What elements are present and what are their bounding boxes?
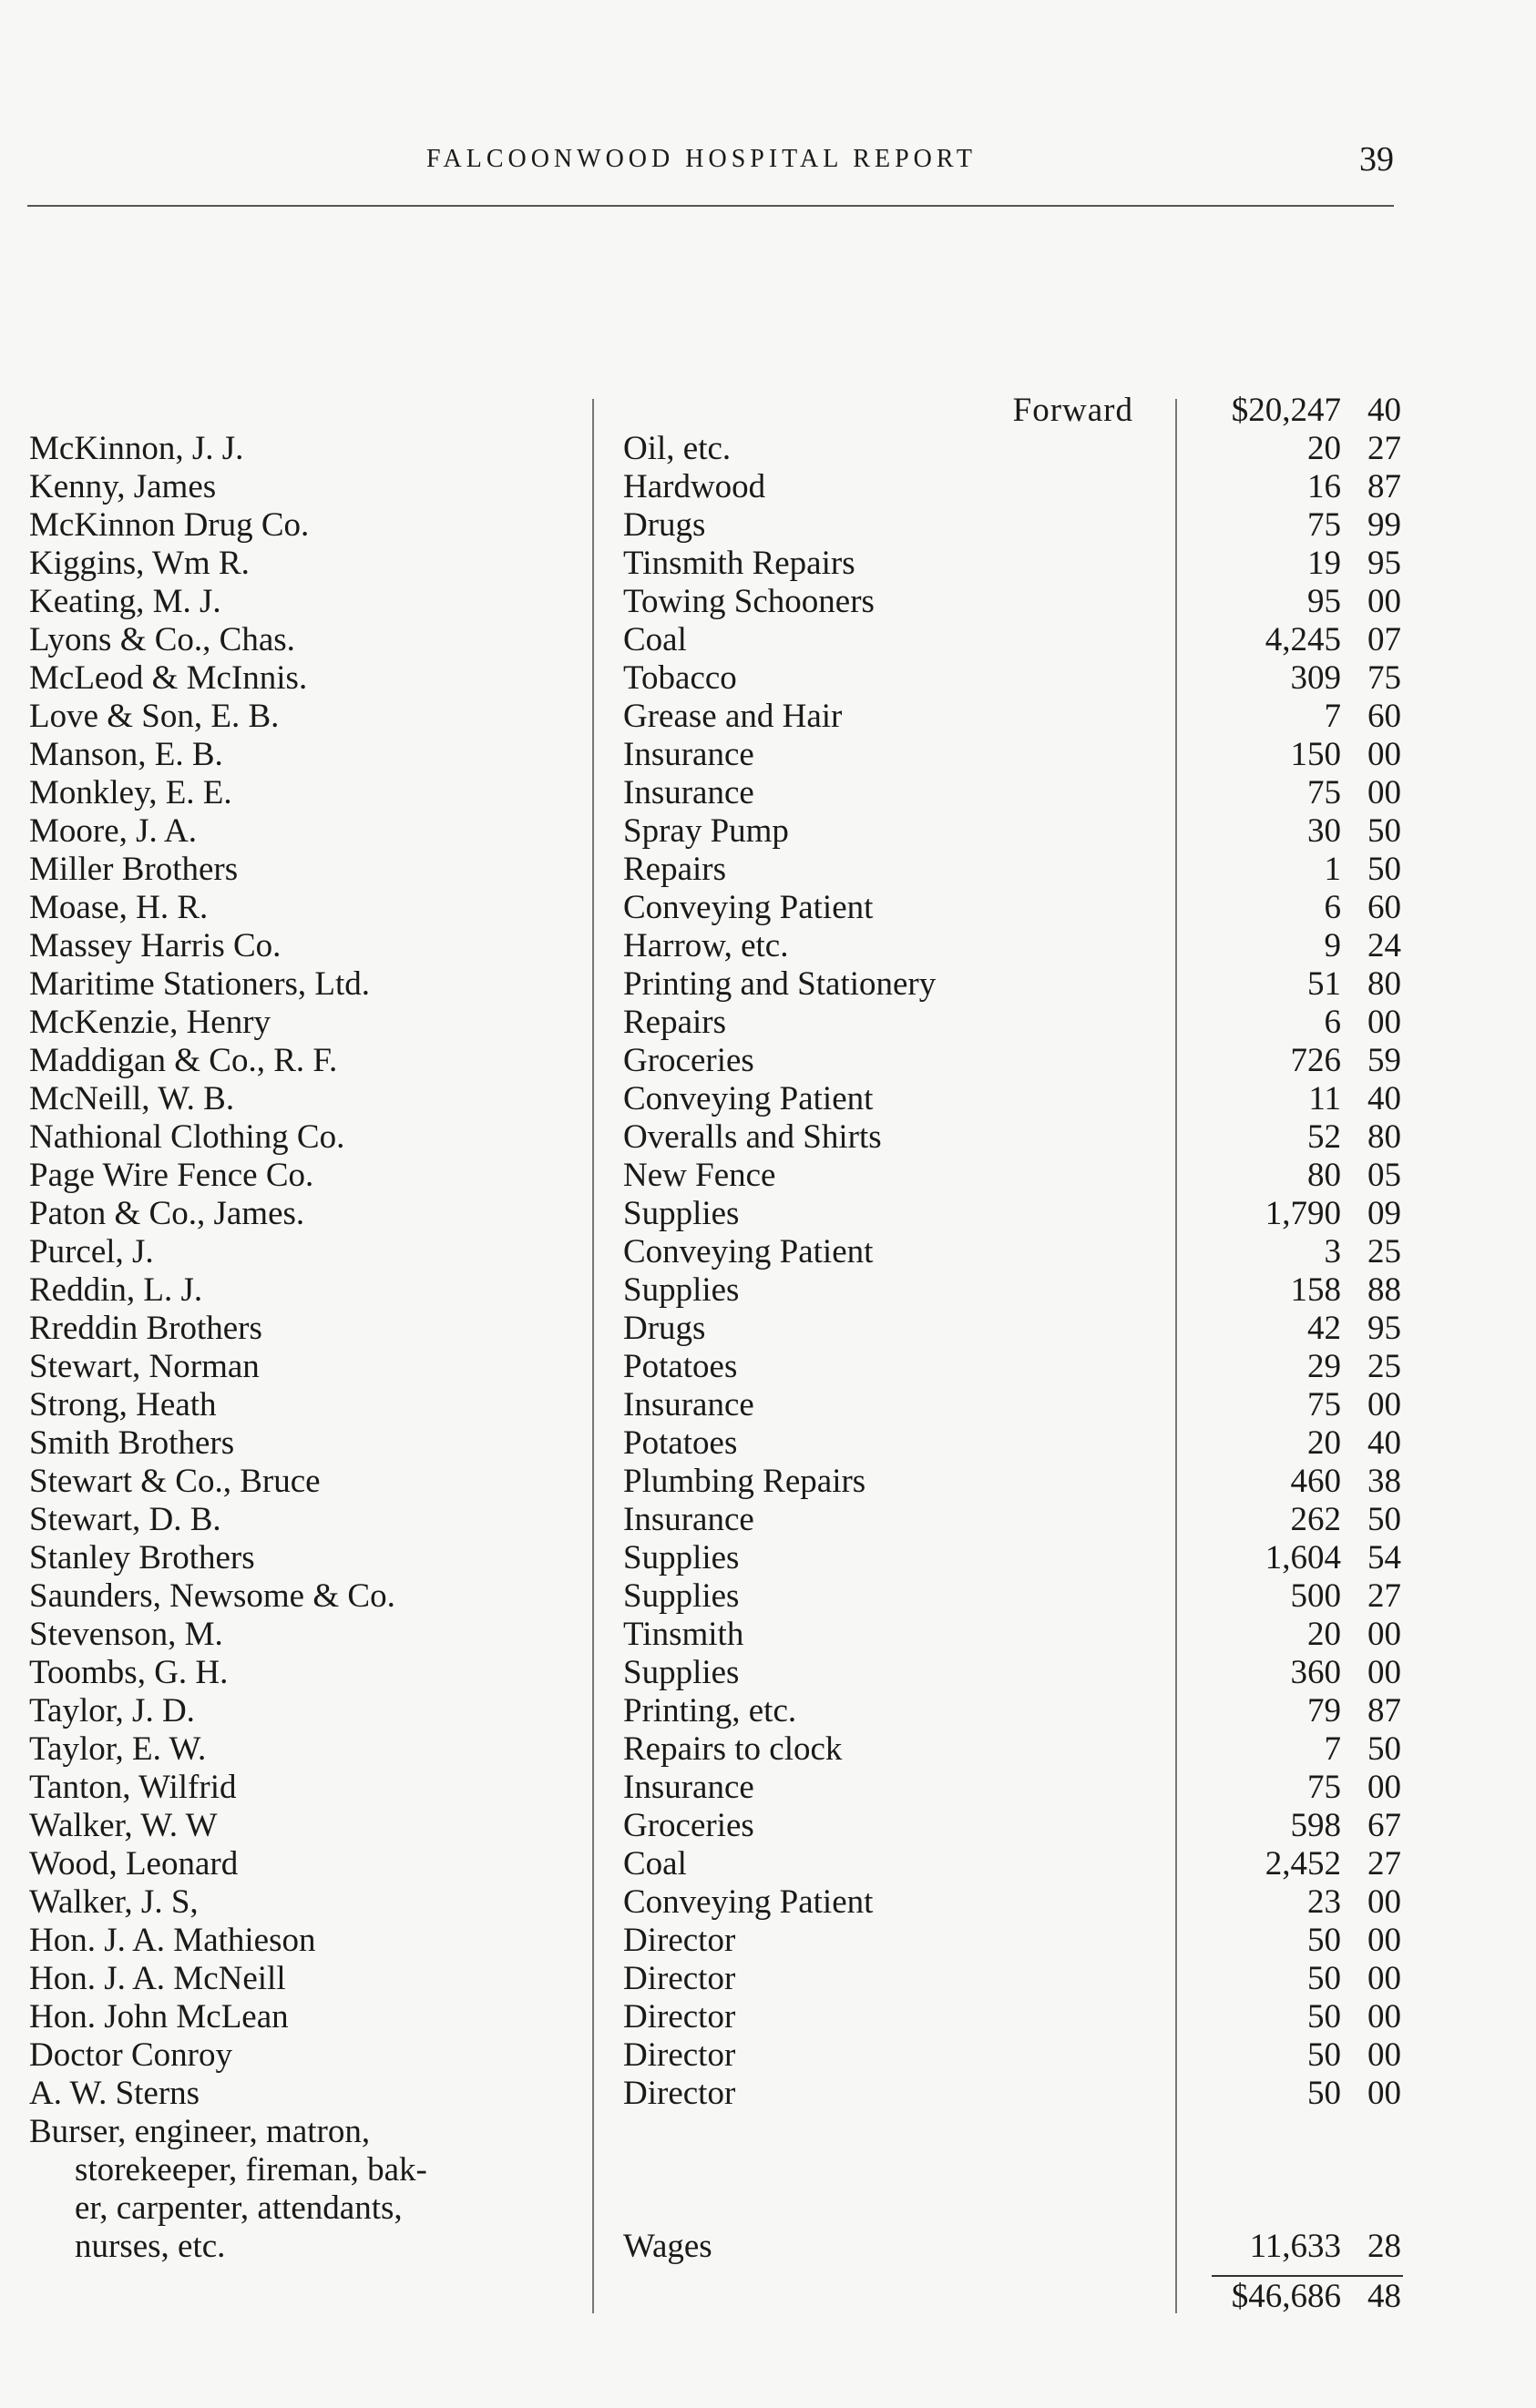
row-payee: Kenny, James <box>29 468 217 505</box>
row-dollars: 2,452 <box>1265 1845 1341 1883</box>
row-cents: 00 <box>1367 1654 1401 1691</box>
ledger-row <box>0 1386 1536 1424</box>
row-item: Oil, etc. <box>623 430 732 467</box>
header-rule <box>27 205 1394 207</box>
row-item: Printing and Stationery <box>623 965 937 1003</box>
row-cents: 95 <box>1367 545 1401 582</box>
row-payee: Rreddin Brothers <box>29 1310 262 1347</box>
row-item: Insurance <box>623 1386 754 1423</box>
ledger-row <box>0 2075 1536 2113</box>
row-payee: McKinnon Drug Co. <box>29 506 310 544</box>
wages-item: Wages <box>623 2228 712 2265</box>
row-item: Insurance <box>623 774 754 811</box>
row-payee: Nathional Clothing Co. <box>29 1118 345 1156</box>
row-cents: 88 <box>1367 1271 1401 1309</box>
ledger-row <box>0 2036 1536 2075</box>
row-dollars: 19 <box>1307 545 1341 582</box>
row-item: Grease and Hair <box>623 698 843 735</box>
row-item: Drugs <box>623 506 706 544</box>
row-cents: 99 <box>1367 506 1401 544</box>
row-cents: 00 <box>1367 1883 1401 1921</box>
row-item: Towing Schooners <box>623 583 875 620</box>
row-dollars: 4,245 <box>1265 621 1341 658</box>
ledger-row <box>0 1271 1536 1310</box>
ledger-row <box>0 621 1536 659</box>
row-cents: 60 <box>1367 889 1401 926</box>
ledger-row <box>0 1769 1536 1807</box>
ledger-row <box>0 1424 1536 1463</box>
ledger-row <box>0 468 1536 506</box>
row-payee: McLeod & McInnis. <box>29 659 308 697</box>
ledger-row <box>0 1233 1536 1271</box>
row-item: Potatoes <box>623 1348 738 1385</box>
row-dollars: 29 <box>1307 1348 1341 1385</box>
row-cents: 80 <box>1367 1118 1401 1156</box>
wages-dollars: 11,633 <box>1249 2228 1341 2265</box>
forward-dollars: $20,247 <box>1231 392 1341 429</box>
row-cents: 38 <box>1367 1463 1401 1500</box>
row-cents: 27 <box>1367 1577 1401 1615</box>
row-payee: Taylor, E. W. <box>29 1730 207 1768</box>
row-payee: McKenzie, Henry <box>29 1004 271 1041</box>
total-dollars: $46,686 <box>1231 2278 1341 2315</box>
row-item: Conveying Patient <box>623 1883 874 1921</box>
forward-cents: 40 <box>1367 392 1401 429</box>
row-dollars: 50 <box>1307 2036 1341 2074</box>
row-item: Insurance <box>623 1501 754 1538</box>
row-dollars: 1 <box>1324 851 1341 888</box>
row-item: Director <box>623 1998 736 2036</box>
row-dollars: 262 <box>1290 1501 1341 1538</box>
ledger-row <box>0 1883 1536 1922</box>
row-dollars: 16 <box>1307 468 1341 505</box>
ledger-row <box>0 1616 1536 1654</box>
total-row <box>0 2277 1536 2317</box>
row-dollars: 500 <box>1290 1577 1341 1615</box>
ledger-row <box>0 1539 1536 1577</box>
row-cents: 67 <box>1367 1807 1401 1844</box>
ledger-row <box>0 1080 1536 1118</box>
row-dollars: 20 <box>1307 430 1341 467</box>
row-cents: 87 <box>1367 1692 1401 1729</box>
row-payee: Doctor Conroy <box>29 2036 232 2074</box>
row-item: Printing, etc. <box>623 1692 797 1729</box>
row-cents: 50 <box>1367 1730 1401 1768</box>
row-cents: 60 <box>1367 698 1401 735</box>
row-dollars: 50 <box>1307 1960 1341 1997</box>
ledger-row <box>0 889 1536 927</box>
row-dollars: 9 <box>1324 927 1341 964</box>
row-payee: Maddigan & Co., R. F. <box>29 1042 338 1079</box>
ledger-row <box>0 1577 1536 1616</box>
wages-payee-line: Burser, engineer, matron, <box>29 2113 371 2150</box>
row-item: Director <box>623 2075 736 2112</box>
ledger-row <box>0 1922 1536 1960</box>
forward-label: Forward <box>1012 392 1133 429</box>
row-dollars: 460 <box>1290 1463 1341 1500</box>
ledger-row <box>0 1348 1536 1386</box>
page-header <box>0 137 1536 182</box>
row-cents: 00 <box>1367 1616 1401 1653</box>
row-payee: Lyons & Co., Chas. <box>29 621 295 658</box>
row-payee: Miller Brothers <box>29 851 239 888</box>
row-cents: 00 <box>1367 774 1401 811</box>
row-cents: 50 <box>1367 851 1401 888</box>
row-dollars: 726 <box>1290 1042 1341 1079</box>
wages-payee <box>29 2113 585 2266</box>
row-item: Conveying Patient <box>623 889 874 926</box>
row-dollars: 75 <box>1307 774 1341 811</box>
row-item: Repairs <box>623 1004 727 1041</box>
ledger-row <box>0 545 1536 583</box>
wages-payee-line: er, carpenter, attendants, <box>75 2189 403 2227</box>
row-dollars: 23 <box>1307 1883 1341 1921</box>
total-cents: 48 <box>1367 2278 1401 2315</box>
ledger-row <box>0 1501 1536 1539</box>
row-dollars: 1,604 <box>1265 1539 1341 1576</box>
row-cents: 27 <box>1367 1845 1401 1883</box>
row-cents: 00 <box>1367 583 1401 620</box>
row-item: Plumbing Repairs <box>623 1463 866 1500</box>
row-item: Supplies <box>623 1195 740 1232</box>
ledger-row <box>0 583 1536 621</box>
row-payee: Tanton, Wilfrid <box>29 1769 237 1806</box>
row-cents: 00 <box>1367 2075 1401 2112</box>
ledger-row <box>0 659 1536 698</box>
ledger-row <box>0 1998 1536 2036</box>
row-dollars: 75 <box>1307 1386 1341 1423</box>
row-payee: Stewart, D. B. <box>29 1501 221 1538</box>
row-item: Insurance <box>623 1769 754 1806</box>
row-item: Groceries <box>623 1807 754 1844</box>
row-dollars: 6 <box>1324 1004 1341 1041</box>
row-dollars: 158 <box>1290 1271 1341 1309</box>
row-cents: 09 <box>1367 1195 1401 1232</box>
row-cents: 25 <box>1367 1233 1401 1270</box>
row-dollars: 360 <box>1290 1654 1341 1691</box>
running-title: FALCOONWOOD HOSPITAL REPORT <box>426 145 977 173</box>
row-payee: Maritime Stationers, Ltd. <box>29 965 371 1003</box>
row-payee: Moase, H. R. <box>29 889 209 926</box>
row-cents: 75 <box>1367 659 1401 697</box>
row-item: Director <box>623 1960 736 1997</box>
row-payee: Walker, J. S, <box>29 1883 199 1921</box>
ledger-row <box>0 1654 1536 1692</box>
ledger-row <box>0 1960 1536 1998</box>
page-number: 39 <box>1359 140 1394 179</box>
row-payee: Strong, Heath <box>29 1386 217 1423</box>
row-item: Insurance <box>623 736 754 773</box>
row-dollars: 7 <box>1324 698 1341 735</box>
row-payee: Taylor, J. D. <box>29 1692 195 1729</box>
row-dollars: 75 <box>1307 1769 1341 1806</box>
row-dollars: 50 <box>1307 1922 1341 1959</box>
row-item: Supplies <box>623 1654 740 1691</box>
row-payee: Love & Son, E. B. <box>29 698 280 735</box>
row-item: Coal <box>623 1845 687 1883</box>
row-payee: Walker, W. W <box>29 1807 218 1844</box>
row-dollars: 11 <box>1308 1080 1341 1117</box>
row-cents: 87 <box>1367 468 1401 505</box>
ledger-row <box>0 1463 1536 1501</box>
row-payee: Toombs, G. H. <box>29 1654 229 1691</box>
row-cents: 00 <box>1367 1960 1401 1997</box>
row-item: Coal <box>623 621 687 658</box>
row-cents: 59 <box>1367 1042 1401 1079</box>
ledger-row <box>0 1310 1536 1348</box>
row-payee: Wood, Leonard <box>29 1845 239 1883</box>
wages-payee-line: storekeeper, fireman, bak- <box>75 2151 427 2189</box>
ledger-row <box>0 851 1536 889</box>
ledger-row <box>0 812 1536 851</box>
ledger-row <box>0 1692 1536 1730</box>
ledger-row <box>0 1042 1536 1080</box>
row-item: Groceries <box>623 1042 754 1079</box>
ledger-row <box>0 1195 1536 1233</box>
row-item: Tobacco <box>623 659 737 697</box>
row-payee: Saunders, Newsome & Co. <box>29 1577 395 1615</box>
row-dollars: 51 <box>1307 965 1341 1003</box>
row-dollars: 598 <box>1290 1807 1341 1844</box>
row-payee: Hon. John McLean <box>29 1998 289 2036</box>
row-dollars: 309 <box>1290 659 1341 697</box>
wages-row <box>0 2113 1536 2266</box>
row-payee: Stewart & Co., Bruce <box>29 1463 321 1500</box>
row-item: Repairs <box>623 851 727 888</box>
ledger-table <box>0 392 1536 2266</box>
row-item: Tinsmith <box>623 1616 744 1653</box>
row-payee: Purcel, J. <box>29 1233 154 1270</box>
ledger-row <box>0 736 1536 774</box>
ledger-row <box>0 774 1536 812</box>
row-item: Spray Pump <box>623 812 789 850</box>
row-dollars: 20 <box>1307 1616 1341 1653</box>
row-dollars: 42 <box>1307 1310 1341 1347</box>
ledger-row <box>0 506 1536 545</box>
row-payee: Monkley, E. E. <box>29 774 232 811</box>
ledger-row <box>0 1118 1536 1157</box>
row-cents: 27 <box>1367 430 1401 467</box>
row-cents: 00 <box>1367 736 1401 773</box>
row-payee: Stevenson, M. <box>29 1616 223 1653</box>
row-item: Potatoes <box>623 1424 738 1462</box>
row-dollars: 6 <box>1324 889 1341 926</box>
row-cents: 95 <box>1367 1310 1401 1347</box>
ledger-row <box>0 1004 1536 1042</box>
row-cents: 00 <box>1367 1922 1401 1959</box>
ledger-row <box>0 927 1536 965</box>
row-item: Director <box>623 1922 736 1959</box>
row-item: Hardwood <box>623 468 766 505</box>
ledger-rows <box>0 430 1536 2113</box>
ledger-row <box>0 1730 1536 1769</box>
row-cents: 00 <box>1367 1386 1401 1423</box>
wages-payee-line: nurses, etc. <box>75 2228 226 2265</box>
row-dollars: 75 <box>1307 506 1341 544</box>
row-cents: 00 <box>1367 1769 1401 1806</box>
row-item: Conveying Patient <box>623 1080 874 1117</box>
row-dollars: 79 <box>1307 1692 1341 1729</box>
row-cents: 00 <box>1367 2036 1401 2074</box>
row-cents: 25 <box>1367 1348 1401 1385</box>
row-payee: Stanley Brothers <box>29 1539 255 1576</box>
row-item: Tinsmith Repairs <box>623 545 855 582</box>
row-item: Supplies <box>623 1271 740 1309</box>
row-dollars: 3 <box>1324 1233 1341 1270</box>
row-item: Supplies <box>623 1539 740 1576</box>
row-dollars: 52 <box>1307 1118 1341 1156</box>
ledger-row <box>0 1157 1536 1195</box>
forward-row <box>0 392 1536 430</box>
row-payee: Hon. J. A. McNeill <box>29 1960 286 1997</box>
row-cents: 50 <box>1367 812 1401 850</box>
row-cents: 00 <box>1367 1998 1401 2036</box>
row-item: Supplies <box>623 1577 740 1615</box>
row-payee: Smith Brothers <box>29 1424 235 1462</box>
ledger-row <box>0 1845 1536 1883</box>
row-payee: Hon. J. A. Mathieson <box>29 1922 316 1959</box>
row-payee: Keating, M. J. <box>29 583 221 620</box>
row-dollars: 50 <box>1307 2075 1341 2112</box>
row-item: Repairs to clock <box>623 1730 843 1768</box>
row-payee: Kiggins, Wm R. <box>29 545 250 582</box>
row-item: New Fence <box>623 1157 776 1194</box>
ledger-row <box>0 1807 1536 1845</box>
row-dollars: 150 <box>1290 736 1341 773</box>
row-dollars: 7 <box>1324 1730 1341 1768</box>
ledger-row <box>0 965 1536 1004</box>
row-payee: Manson, E. B. <box>29 736 223 773</box>
row-dollars: 50 <box>1307 1998 1341 2036</box>
row-cents: 40 <box>1367 1080 1401 1117</box>
wages-cents: 28 <box>1367 2228 1401 2265</box>
row-payee: McNeill, W. B. <box>29 1080 235 1117</box>
row-dollars: 20 <box>1307 1424 1341 1462</box>
row-payee: Stewart, Norman <box>29 1348 260 1385</box>
row-cents: 40 <box>1367 1424 1401 1462</box>
row-payee: Moore, J. A. <box>29 812 197 850</box>
row-payee: Reddin, L. J. <box>29 1271 203 1309</box>
row-dollars: 80 <box>1307 1157 1341 1194</box>
row-item: Drugs <box>623 1310 706 1347</box>
row-dollars: 95 <box>1307 583 1341 620</box>
row-payee: Paton & Co., James. <box>29 1195 305 1232</box>
row-item: Harrow, etc. <box>623 927 789 964</box>
ledger-row <box>0 698 1536 736</box>
row-dollars: 30 <box>1307 812 1341 850</box>
row-payee: Massey Harris Co. <box>29 927 282 964</box>
row-cents: 07 <box>1367 621 1401 658</box>
ledger-row <box>0 430 1536 468</box>
row-item: Director <box>623 2036 736 2074</box>
row-payee: Page Wire Fence Co. <box>29 1157 314 1194</box>
row-cents: 00 <box>1367 1004 1401 1041</box>
row-item: Conveying Patient <box>623 1233 874 1270</box>
row-dollars: 1,790 <box>1265 1195 1341 1232</box>
row-item: Overalls and Shirts <box>623 1118 882 1156</box>
row-cents: 50 <box>1367 1501 1401 1538</box>
row-cents: 54 <box>1367 1539 1401 1576</box>
row-cents: 05 <box>1367 1157 1401 1194</box>
row-payee: McKinnon, J. J. <box>29 430 244 467</box>
row-cents: 24 <box>1367 927 1401 964</box>
row-cents: 80 <box>1367 965 1401 1003</box>
row-payee: A. W. Sterns <box>29 2075 200 2112</box>
